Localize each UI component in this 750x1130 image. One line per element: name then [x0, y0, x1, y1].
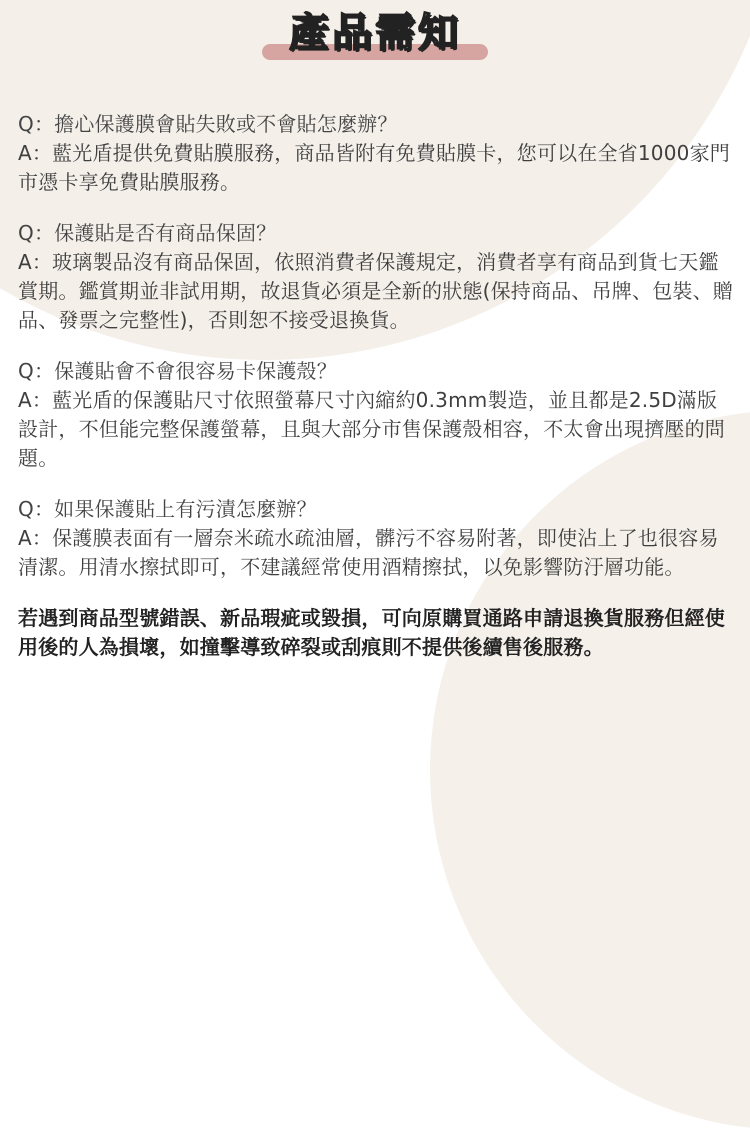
faq-answer: A：藍光盾提供免費貼膜服務，商品皆附有免費貼膜卡，您可以在全省1000家門市憑卡享免費貼膜服務。 — [18, 141, 730, 194]
faq-question: Q：保護貼會不會很容易卡保護殼？ — [18, 359, 337, 383]
faq-content — [18, 110, 734, 682]
faq-item — [18, 495, 734, 582]
faq-item — [18, 110, 734, 197]
page-title: 產品需知 — [289, 10, 461, 56]
title-container — [0, 8, 750, 58]
faq-question: Q：保護貼是否有商品保固？ — [18, 221, 277, 245]
faq-item — [18, 219, 734, 335]
faq-question: Q：如果保護貼上有污漬怎麼辦？ — [18, 497, 317, 521]
faq-question: Q：擔心保護膜會貼失敗或不會貼怎麼辦？ — [18, 112, 398, 136]
faq-answer: A：玻璃製品沒有商品保固，依照消費者保護規定，消費者享有商品到貨七天鑑賞期。鑑賞期並非試用期，故退貨必須是全新的狀態(保持商品、吊牌、包裝、贈品、發票之完整性)，否則恕不接受退換貨。 — [18, 250, 734, 332]
faq-answer: A：保護膜表面有一層奈米疏水疏油層，髒污不容易附著，即使沾上了也很容易清潔。用清水擦拭即可，不建議經常使用酒精擦拭，以免影響防汙層功能。 — [18, 526, 719, 579]
service-notice: 若遇到商品型號錯誤、新品瑕疵或毀損，可向原購買通路申請退換貨服務但經使用後的人為損壞，如撞擊導致碎裂或刮痕則不提供後續售後服務。 — [18, 606, 725, 659]
faq-answer: A：藍光盾的保護貼尺寸依照螢幕尺寸內縮約0.3mm製造，並且都是2.5D滿版設計，不但能完整保護螢幕，且與大部分市售保護殼相容，不太會出現擠壓的問題。 — [18, 388, 725, 470]
faq-item — [18, 357, 734, 473]
